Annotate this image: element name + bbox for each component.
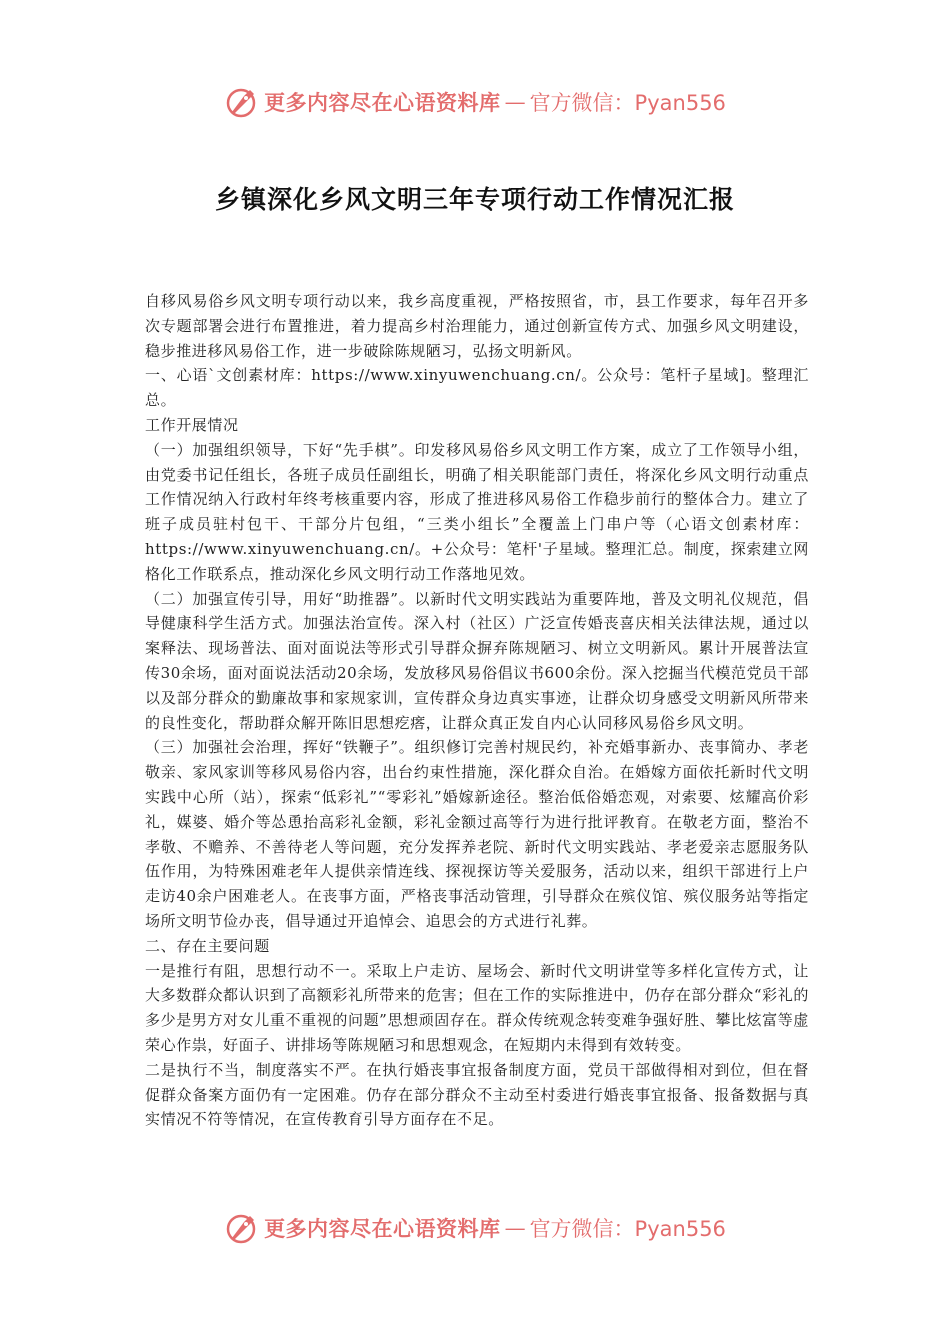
paragraph-item-3: （三）加强社会治理，挥好“铁鞭子”。组织修订完善村规民约，补充婚事新办、丧事简办、孝老敬亲、家风家训等移风易俗内容，出台约束性措施，深化群众自治。在婚嫁方面依托新时代文明实践中心所（站），探索“低彩礼”“零彩礼”婚嫁新途径。整治低俗婚恋观，对索要、炫耀高价彩礼，媒婆、婚介等怂恿抬高彩礼金额，彩礼金额过高等行为进行批评教育。在敬老方面，整治不孝敬、不赡养、不善待老人等问题，充分发挥养老院、新时代文明实践站、孝老爱亲志愿服务队伍作用，为特殊困难老年人提供亲情连线、探视探访等关爱服务，活动以来，组织干部进行上户走访40余户困难老人。在丧事方面，严格丧事活动管理，引导群众在殡仪馆、殡仪服务站等指定场所文明节俭办丧，倡导通过开追悼会、追思会的方式进行礼葬。 <box>145 738 809 930</box>
header-watermark-banner <box>0 82 950 122</box>
footer-watermark-banner <box>0 1208 950 1248</box>
paragraph-problem-2: 二是执行不当，制度落实不严。在执行婚丧事宜报备制度方面，党员干部做得相对到位，但在督促群众备案方面仍有一定困难。仍存在部分群众不主动至村委进行婚丧事宜报备、报备数据与真实情况不符等情况，在宣传教育引导方面存在不足。 <box>145 1060 809 1129</box>
pen-nib-logo-icon <box>224 1210 260 1246</box>
pen-nib-logo-icon <box>224 84 260 120</box>
banner-text: 更多内容尽在心语资料库 <box>264 1216 501 1241</box>
paragraph-intro: 自移风易俗乡风文明专项行动以来，我乡高度重视，严格按照省，市，县工作要求，每年召开多次专题部署会进行布置推进，着力提高乡村治理能力，通过创新宣传方式、加强乡风文明建设，稳步推进移风易俗工作，进一步破除陈规陋习，弘扬文明新风。 <box>145 292 809 360</box>
paragraph-section-2-heading: 二、存在主要问题 <box>145 936 270 955</box>
banner-dash: — <box>504 90 526 114</box>
paragraph-problem-1: 一是推行有阻，思想行动不一。采取上户走访、屋场会、新时代文明讲堂等多样化宣传方式，让大多数群众都认识到了高额彩礼所带来的危害；但在工作的实际推进中，仍存在部分群众“彩礼的多少是男方对女儿重不重视的问题”思想顽固存在。群众传统观念转变难争强好胜、攀比炫富等虚荣心作祟，好面子、讲排场等陈规陋习和思想观念，在短期内未得到有效转变。 <box>145 961 809 1054</box>
paragraph-item-1: （一）加强组织领导，下好“先手棋”。印发移风易俗乡风文明工作方案，成立了工作领导小组，由党委书记任组长，各班子成员任副组长，明确了相关职能部门责任，将深化乡风文明行动重点工作情况纳入行政村年终考核重要内容，形成了推进移风易俗工作稳步前行的整体合力。建立了班子成员驻村包干、干部分片包组，“三类小组长”全覆盖上门串户等（心语文创素材库：https://www.xinyuwenchuang.cn/。+公众号：笔杆'子星域。整理汇总。制度，探索建立网格化工作联系点，推动深化乡风文明行动工作落地见效。 <box>145 440 809 583</box>
banner-wechat: 官方微信：Pyan556 <box>529 1217 726 1241</box>
banner-dash: — <box>504 1216 526 1240</box>
document-title: 乡镇深化乡风文明三年专项行动工作情况汇报 <box>214 185 735 214</box>
banner-wechat: 官方微信：Pyan556 <box>529 91 726 115</box>
banner-text: 更多内容尽在心语资料库 <box>264 90 501 115</box>
paragraph-section-1-subheading: 工作开展情况 <box>145 415 239 434</box>
document-body <box>145 289 809 1132</box>
paragraph-section-1-heading: 一、心语`文创素材库：https://www.xinyuwenchuang.cn/。公众号：笔杆子星域]。整理汇总。 <box>145 366 809 410</box>
paragraph-item-2: （二）加强宣传引导，用好“助推器”。以新时代文明实践站为重要阵地，普及文明礼仪规范，倡导健康科学生活方式。加强法治宣传。深入村（社区）广泛宣传婚丧喜庆相关法律法规，通过以案释法、现场普法、面对面说法等形式引导群众摒弃陈规陋习、树立文明新风。累计开展普法宣传30余场，面对面说法活动20余场，发放移风易俗倡议书600余份。深入挖掘当代模范党员干部以及部分群众的勤廉故事和家规家训，宣传群众身边真实事迹，让群众切身感受文明新风所带来的良性变化，帮助群众解开陈旧思想疙瘩，让群众真正发自内心认同移风易俗乡风文明。 <box>145 589 809 732</box>
